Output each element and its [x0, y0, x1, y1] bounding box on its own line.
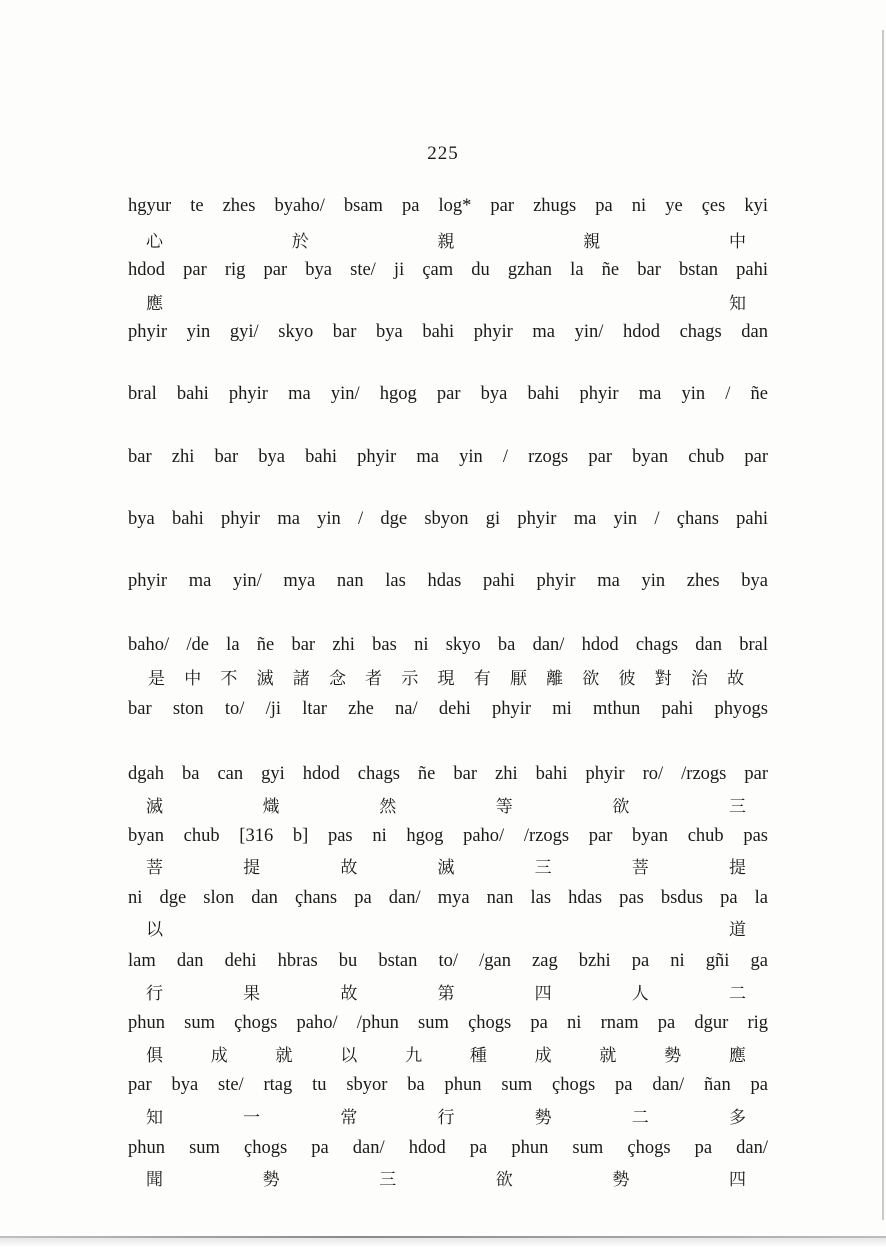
- cjk-char: 離: [546, 669, 564, 689]
- cjk-char: 以: [340, 1046, 358, 1066]
- cjk-char: 第: [437, 984, 455, 1004]
- cjk-char: 中: [184, 669, 202, 689]
- cjk-char: 滅: [146, 797, 163, 817]
- cjk-char: 多: [728, 1108, 746, 1128]
- text-line: hgyur te zhes byaho/ bsam pa log* par zhugs pa ni ye çes kyi: [128, 196, 768, 216]
- cjk-char: 行: [437, 1108, 455, 1128]
- cjk-char: 對: [654, 669, 672, 689]
- cjk-gloss-line: [148, 667, 744, 691]
- cjk-gloss-line: [146, 1168, 746, 1192]
- cjk-char: 故: [340, 984, 358, 1004]
- cjk-char: 欲: [582, 669, 600, 689]
- text-line: lam dan dehi hbras bu bstan to/ /gan zag bzhi pa ni gñi ga: [128, 951, 768, 971]
- cjk-gloss-line: [146, 856, 746, 880]
- cjk-char: 就: [275, 1046, 293, 1066]
- cjk-char: 知: [146, 1108, 163, 1128]
- text-line: ni dge slon dan çhans pa dan/ mya nan las hdas pas bsdus pa la: [128, 888, 768, 908]
- cjk-char: 勢: [534, 1108, 552, 1128]
- page-edge-right: [882, 30, 884, 1220]
- text-line: byan chub [316 b] pas ni hgog paho/ /rzogs par byan chub pas: [128, 826, 768, 846]
- cjk-char: 果: [243, 984, 261, 1004]
- cjk-gloss-line: [146, 982, 746, 1006]
- cjk-char: 有: [473, 669, 491, 689]
- cjk-char: 種: [469, 1046, 487, 1066]
- cjk-gloss-line: [146, 1044, 746, 1068]
- scan-shadow: [0, 1238, 886, 1248]
- cjk-char: 示: [401, 669, 419, 689]
- cjk-gloss-line: [146, 1106, 746, 1130]
- cjk-char: 聞: [146, 1170, 163, 1190]
- cjk-char: 不: [220, 669, 238, 689]
- text-line: bya bahi phyir ma yin / dge sbyon gi phyir ma yin / çhans pahi: [128, 509, 768, 529]
- cjk-char: 人: [631, 984, 649, 1004]
- cjk-char: 二: [631, 1108, 649, 1128]
- text-line: bar ston to/ /ji ltar zhe na/ dehi phyir mi mthun pahi phyogs: [128, 699, 768, 719]
- cjk-char: 一: [243, 1108, 261, 1128]
- cjk-char: 故: [727, 669, 744, 689]
- cjk-char: 治: [690, 669, 708, 689]
- cjk-char: 提: [243, 858, 261, 878]
- cjk-char: 成: [534, 1046, 552, 1066]
- text-line: par bya ste/ rtag tu sbyor ba phun sum çhogs pa dan/ ñan pa: [128, 1075, 768, 1095]
- cjk-char: 勢: [612, 1170, 630, 1190]
- cjk-char: 就: [599, 1046, 617, 1066]
- cjk-char: 應: [146, 294, 163, 314]
- cjk-char: 諸: [292, 669, 310, 689]
- cjk-char: 滅: [437, 858, 455, 878]
- cjk-char: 四: [728, 1170, 746, 1190]
- cjk-char: 滅: [256, 669, 274, 689]
- cjk-char: 常: [340, 1108, 358, 1128]
- cjk-char: 然: [379, 797, 397, 817]
- cjk-char: 行: [146, 984, 163, 1004]
- cjk-char: 念: [328, 669, 346, 689]
- cjk-char: 三: [534, 858, 552, 878]
- text-line: hdod par rig par bya ste/ ji çam du gzhan la ñe bar bstan pahi: [128, 260, 768, 280]
- cjk-gloss-line: [146, 918, 746, 942]
- cjk-char: 三: [728, 797, 746, 817]
- cjk-char: 應: [728, 1046, 746, 1066]
- cjk-char: 是: [148, 669, 165, 689]
- text-line: phun sum çhogs paho/ /phun sum çhogs pa ni rnam pa dgur rig: [128, 1013, 768, 1033]
- cjk-char: 彼: [618, 669, 636, 689]
- cjk-char: 等: [495, 797, 513, 817]
- text-line: phun sum çhogs pa dan/ hdod pa phun sum çhogs pa dan/: [128, 1138, 768, 1158]
- cjk-char: 親: [437, 232, 455, 252]
- cjk-char: 菩: [631, 858, 649, 878]
- text-line: bar zhi bar bya bahi phyir ma yin / rzogs par byan chub par: [128, 447, 768, 467]
- cjk-char: 厭: [509, 669, 527, 689]
- cjk-char: 於: [291, 232, 309, 252]
- cjk-char: 欲: [612, 797, 630, 817]
- cjk-char: 知: [729, 294, 746, 314]
- cjk-char: 道: [729, 920, 746, 940]
- cjk-char: 現: [437, 669, 455, 689]
- page-number: 225: [427, 143, 459, 164]
- text-line: bral bahi phyir ma yin/ hgog par bya bahi phyir ma yin / ñe: [128, 384, 768, 404]
- cjk-char: 二: [728, 984, 746, 1004]
- cjk-char: 中: [729, 232, 746, 252]
- cjk-char: 者: [365, 669, 383, 689]
- cjk-char: 勢: [262, 1170, 280, 1190]
- cjk-char: 勢: [664, 1046, 682, 1066]
- cjk-char: 心: [146, 232, 163, 252]
- cjk-char: 故: [340, 858, 358, 878]
- cjk-char: 親: [583, 232, 601, 252]
- cjk-gloss-line: [146, 292, 746, 316]
- cjk-gloss-line: [146, 230, 746, 254]
- text-line: phyir yin gyi/ skyo bar bya bahi phyir ma yin/ hdod chags dan: [128, 322, 768, 342]
- text-line: baho/ /de la ñe bar zhi bas ni skyo ba dan/ hdod chags dan bral: [128, 635, 768, 655]
- cjk-char: 俱: [146, 1046, 163, 1066]
- cjk-char: 菩: [146, 858, 163, 878]
- cjk-char: 三: [379, 1170, 397, 1190]
- cjk-char: 熾: [262, 797, 280, 817]
- cjk-char: 成: [210, 1046, 228, 1066]
- cjk-char: 欲: [495, 1170, 513, 1190]
- cjk-gloss-line: [146, 795, 746, 819]
- cjk-char: 四: [534, 984, 552, 1004]
- text-line: dgah ba can gyi hdod chags ñe bar zhi bahi phyir ro/ /rzogs par: [128, 764, 768, 784]
- cjk-char: 以: [146, 920, 163, 940]
- text-line: phyir ma yin/ mya nan las hdas pahi phyir ma yin zhes bya: [128, 571, 768, 591]
- cjk-char: 提: [728, 858, 746, 878]
- cjk-char: 九: [405, 1046, 423, 1066]
